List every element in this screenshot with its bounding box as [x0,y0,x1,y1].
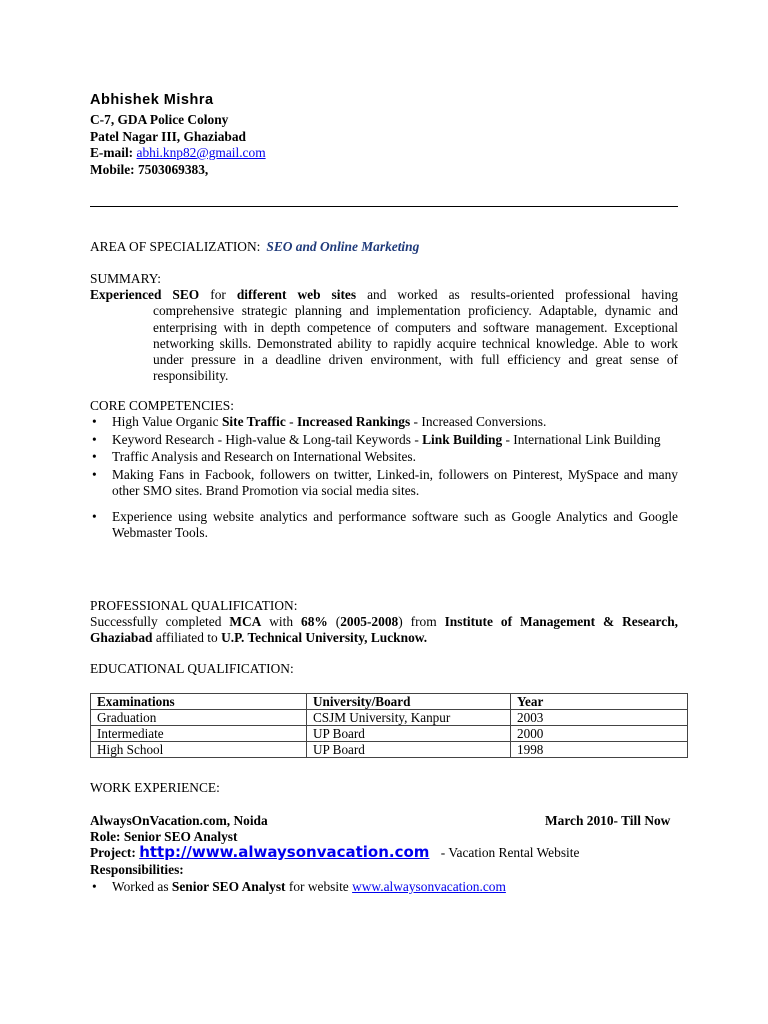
table-cell: 1998 [511,742,688,758]
table-cell: Graduation [91,710,307,726]
summary-bold-2: different web sites [236,287,357,303]
candidate-name: Abhishek Mishra [90,92,214,108]
resp-text-a: Worked as [112,879,172,894]
table-cell: 2003 [511,710,688,726]
responsibilities-list-wrap [90,879,678,895]
core-list [90,414,678,541]
core-b1-bold-b: Site Traffic [221,414,286,430]
table-cell: 2000 [511,726,688,742]
summary-lead [90,287,678,303]
prof-bold-j: U.P. Technical University, Lucknow. [221,630,428,646]
table-header: Examinations [91,694,307,710]
prof-text-i: affiliated to [152,630,222,646]
resp-bold-b: Senior SEO Analyst [171,879,286,894]
table-header-row [91,694,688,710]
prof-bold-h: Institute of Management & Research, Ghaziabad [90,614,678,646]
specialization-value: SEO and Online Marketing [266,239,420,254]
core-competencies-section [90,398,678,542]
prof-bold-b: MCA [229,614,262,630]
prof-bold-f: 2005-2008 [340,614,399,630]
prof-bold-d: 68% [301,614,328,630]
project-link[interactable]: http://www.alwaysonvacation.com [139,843,430,861]
address-line-1: C-7, GDA Police Colony [90,112,229,127]
core-b2-bold-b: Link Building [422,432,503,448]
summary-text-1: for [199,287,237,303]
specialization-section [90,239,678,255]
resp-text-c: for website [285,879,353,894]
summary-text-2: and worked as results-oriented professional having [356,287,678,303]
list-item: • Making Fans in Facbook, followers on twitter, Linked-in, followers on Pinterest, MySpace and many other SMO sites. Brand Promotion via social media sites. [90,467,678,499]
core-b1-text-e: - Increased Conversions. [410,414,547,430]
project-description: - Vacation Rental Website [440,845,580,860]
table-row [91,742,688,758]
table-cell: UP Board [307,742,511,758]
email-link[interactable]: abhi.knp82@gmail.com [136,145,266,160]
table-row [91,710,688,726]
core-b1-text-c: - [285,414,297,430]
core-b1-text-a: High Value Organic [112,414,222,430]
mobile-line: Mobile: 7503069383, [90,161,209,177]
work-project-line [90,844,579,861]
work-role: Role: Senior SEO Analyst [90,829,238,844]
work-period: March 2010- Till Now [545,813,671,828]
website-link[interactable]: www.alwaysonvacation.com [352,879,506,894]
list-item [90,879,678,895]
table-cell: Intermediate [91,726,307,742]
work-heading: WORK EXPERIENCE: [90,780,220,795]
summary-heading: SUMMARY: [90,271,161,286]
work-company: AlwaysOnVacation.com, Noida [90,813,268,828]
summary-section [90,271,678,384]
list-item: • Experience using website analytics and performance software such as Google Analytics and Google Webmaster Tools. [90,509,678,541]
project-label: Project: [90,845,136,860]
table-cell: High School [91,742,307,758]
education-heading: EDUCATIONAL QUALIFICATION: [90,661,294,676]
responsibilities-heading: Responsibilities: [90,862,184,877]
contact-block [90,112,266,178]
core-heading: CORE COMPETENCIES: [90,398,234,413]
table-row [91,726,688,742]
prof-text-c: with [261,614,301,630]
summary-body: comprehensive strategic planning and implementation proficiency. Adaptable, dynamic and enterprising with in depth competence of computers and software management. Exceptional networking skills. Demonstrated ability to rapidly acquire technical knowledge. Able to work under pressure in a deadline driven environment, with full efficiency and great sense of responsibility. [153,303,678,384]
list-item [90,432,678,448]
header-divider [90,206,678,207]
list-item [90,414,678,430]
address-line-2: Patel Nagar III, Ghaziabad [90,128,246,144]
responsibilities-list [90,879,678,895]
table-cell: CSJM University, Kanpur [307,710,511,726]
table-header: Year [511,694,688,710]
specialization-label: AREA OF SPECIALIZATION: [90,239,261,254]
professional-heading: PROFESSIONAL QUALIFICATION: [90,598,298,613]
table-cell: UP Board [307,726,511,742]
email-line [90,145,266,162]
prof-text-g: ) from [398,614,445,630]
core-b2-text-c: - International Link Building [502,432,661,448]
education-table [90,693,688,758]
prof-text-e: ( [327,614,341,630]
core-b1-bold-d: Increased Rankings [296,414,411,430]
prof-text-a: Successfully completed [90,614,230,630]
list-item: • Traffic Analysis and Research on International Websites. [90,449,678,465]
summary-bold-1: Experienced SEO [90,287,200,303]
work-company-line [90,813,678,829]
professional-qualification-section [90,598,678,647]
table-header: University/Board [307,694,511,710]
core-b2-text-a: Keyword Research - High-value & Long-tail Keywords - [112,432,423,448]
email-label: E-mail: [90,145,134,160]
professional-text [90,614,678,646]
